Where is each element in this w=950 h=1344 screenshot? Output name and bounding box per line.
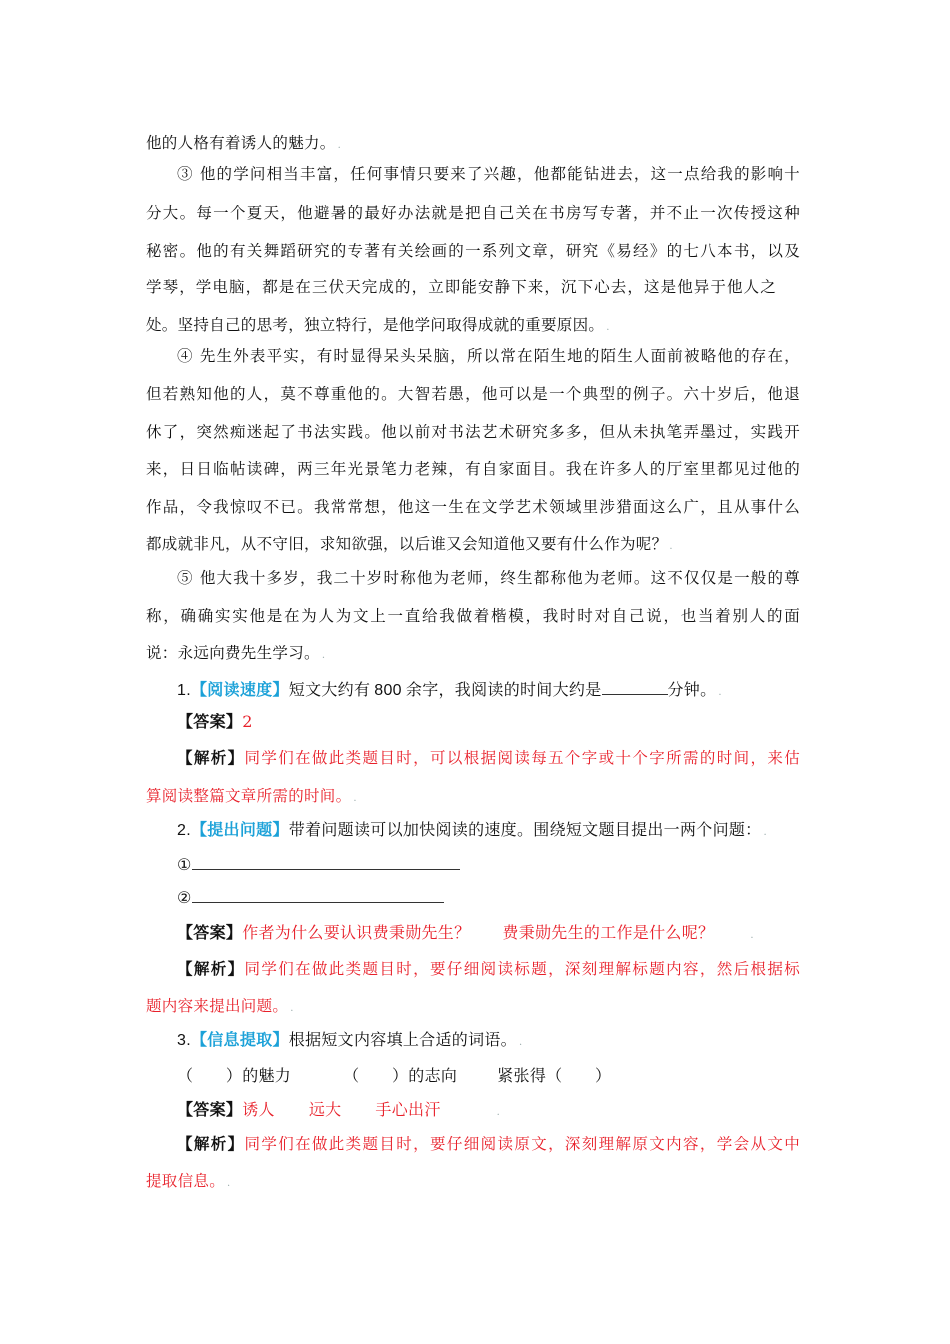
paragraph-5-line: 称，确确实实他是在为人为文上一直给我做着楷模，我时时对自己说，也当着别人的面 — [146, 607, 800, 625]
question-3-analysis — [177, 1134, 800, 1154]
answer-text: 诱人 — [242, 1100, 275, 1119]
question-1-analysis — [177, 748, 800, 768]
analysis-text: 提取信息。 — [146, 1172, 226, 1190]
text-line: 都成就非凡，从不守旧，求知欲强，以后谁又会知道他又要有什么作为呢？ — [146, 535, 668, 553]
text-line: 他的人格有着诱人的魅力。 — [146, 134, 336, 152]
paragraph-4-line: 但若熟知他的人，莫不尊重他的。大智若愚，他可以是一个典型的例子。六十岁后，他退 — [146, 385, 800, 403]
answer-text: 手心出汗 — [375, 1100, 441, 1119]
answer-text: 作者为什么要认识费秉勋先生？ — [242, 923, 471, 942]
paragraph-4-line: 休了，突然痴迷起了书法实践。他以前对书法艺术研究多多，但从未执笔弄墨过，实践开 — [146, 423, 800, 441]
answer-tag: 【答案】 — [177, 712, 243, 731]
analysis-text: 同学们在做此类题目时，可以根据阅读每五个字或十个字所需的时间，来估 — [244, 749, 800, 767]
question-text: 分钟。 — [667, 680, 717, 699]
paragraph-4-line: 作品，令我惊叹不已。我常常想，他这一生在文学艺术领域里涉猎面这么广，且从事什么 — [146, 498, 800, 516]
paragraph-3-line: 分大。每一个夏天，他避暑的最好办法就是把自己关在书房写专著，并不止一次传授这种 — [146, 204, 800, 222]
text-line: 处。坚持自己的思考，独立特行，是他学问取得成就的重要原因。 — [146, 316, 605, 334]
question-text: 带着问题读可以加快阅读的速度。围绕短文题目提出一两个问题： — [288, 820, 762, 839]
analysis-tag: 【解析】 — [177, 748, 245, 767]
analysis-text: 同学们在做此类题目时，要仔细阅读原文，深刻理解原文内容，学会从文中 — [244, 1135, 800, 1153]
paragraph-3-line: 处。坚持自己的思考，独立特行，是他学问取得成就的重要原因。 . — [146, 316, 610, 334]
question-3-fill-line — [177, 1066, 611, 1086]
analysis-text: 算阅读整篇文章所需的时间。 — [146, 787, 352, 805]
answer-blank[interactable] — [602, 680, 668, 695]
question-1: 1.【阅读速度】短文大约有 800 余字，我阅读的时间大约是 分钟。 . — [177, 680, 722, 699]
question-tag: 【提出问题】 — [190, 820, 289, 839]
question-2-answer: 【答案】作者为什么要认识费秉勋先生？ 费秉勋先生的工作是什么呢？ . — [177, 923, 754, 942]
answer-text: 费秉勋先生的工作是什么呢？ — [502, 923, 715, 942]
question-3-analysis-cont: 提取信息。 . — [146, 1172, 231, 1190]
question-number: 3. — [177, 1032, 191, 1049]
analysis-tag: 【解析】 — [177, 1134, 245, 1153]
analysis-tag: 【解析】 — [177, 959, 245, 978]
question-3-answer: 【答案】诱人 远大 手心出汗 . — [177, 1100, 501, 1119]
question-3: 3.【信息提取】根据短文内容填上合适的词语。 . — [177, 1030, 523, 1049]
answer-blank[interactable] — [192, 855, 460, 870]
question-number: 2. — [177, 822, 191, 839]
question-2: 2.【提出问题】带着问题读可以加快阅读的速度。围绕短文题目提出一两个问题： . — [177, 820, 767, 839]
paragraph-2-end: 他的人格有着诱人的魅力。 . — [146, 134, 342, 152]
question-tag: 【阅读速度】 — [190, 680, 289, 699]
fill-item: （ ）的魅力 — [177, 1066, 292, 1085]
question-2-blank-1 — [177, 855, 460, 875]
answer-blank[interactable] — [192, 888, 444, 903]
blank-marker: ② — [177, 888, 192, 907]
text-line: 说：永远向费先生学习。 — [146, 644, 320, 662]
paragraph-3-line: 学琴，学电脑，都是在三伏天完成的，立即能安静下来，沉下心去，这是他异于他人之 — [146, 278, 776, 296]
paragraph-4-line: 都成就非凡，从不守旧，求知欲强，以后谁又会知道他又要有什么作为呢？ . — [146, 535, 673, 553]
paragraph-3-line: 秘密。他的有关舞蹈研究的专著有关绘画的一系列文章，研究《易经》的七八本书，以及 — [146, 242, 800, 260]
paragraph-4-line: 来，日日临帖读碑，两三年光景笔力老辣，有自家面目。我在许多人的厅室里都见过他的 — [146, 460, 800, 478]
answer-text: 2 — [242, 712, 253, 731]
question-2-analysis — [177, 959, 800, 979]
analysis-text: 同学们在做此类题目时，要仔细阅读标题，深刻理解标题内容，然后根据标 — [244, 960, 800, 978]
fill-item: 紧张得（ ） — [497, 1066, 612, 1085]
question-1-answer — [177, 712, 253, 732]
analysis-text: 题内容来提出问题。 — [146, 997, 289, 1015]
blank-marker: ① — [177, 855, 192, 874]
paragraph-3-line: ③ 他的学问相当丰富，任何事情只要来了兴趣，他都能钻进去，这一点给我的影响十 — [177, 165, 800, 183]
paragraph-4-line: ④ 先生外表平实，有时显得呆头呆脑，所以常在陌生地的陌生人面前被略他的存在， — [177, 347, 800, 365]
answer-tag: 【答案】 — [177, 1100, 243, 1119]
question-1-analysis-cont: 算阅读整篇文章所需的时间。 . — [146, 787, 357, 805]
answer-text: 远大 — [308, 1100, 342, 1119]
paragraph-5-line: ⑤ 他大我十多岁，我二十岁时称他为老师，终生都称他为老师。这不仅仅是一般的尊 — [177, 569, 800, 587]
fill-item: （ ）的志向 — [343, 1066, 458, 1085]
question-number: 1. — [177, 682, 191, 699]
question-text: 余字，我阅读的时间大约是 — [405, 680, 602, 699]
question-text: 短文大约有 — [288, 680, 371, 699]
paragraph-5-line: 说：永远向费先生学习。 . — [146, 644, 326, 662]
question-2-analysis-cont: 题内容来提出问题。 . — [146, 997, 294, 1015]
word-count: 800 — [374, 682, 402, 699]
question-tag: 【信息提取】 — [190, 1030, 289, 1049]
question-2-blank-2 — [177, 888, 444, 908]
answer-tag: 【答案】 — [177, 923, 243, 942]
question-text: 根据短文内容填上合适的词语。 — [288, 1030, 517, 1049]
